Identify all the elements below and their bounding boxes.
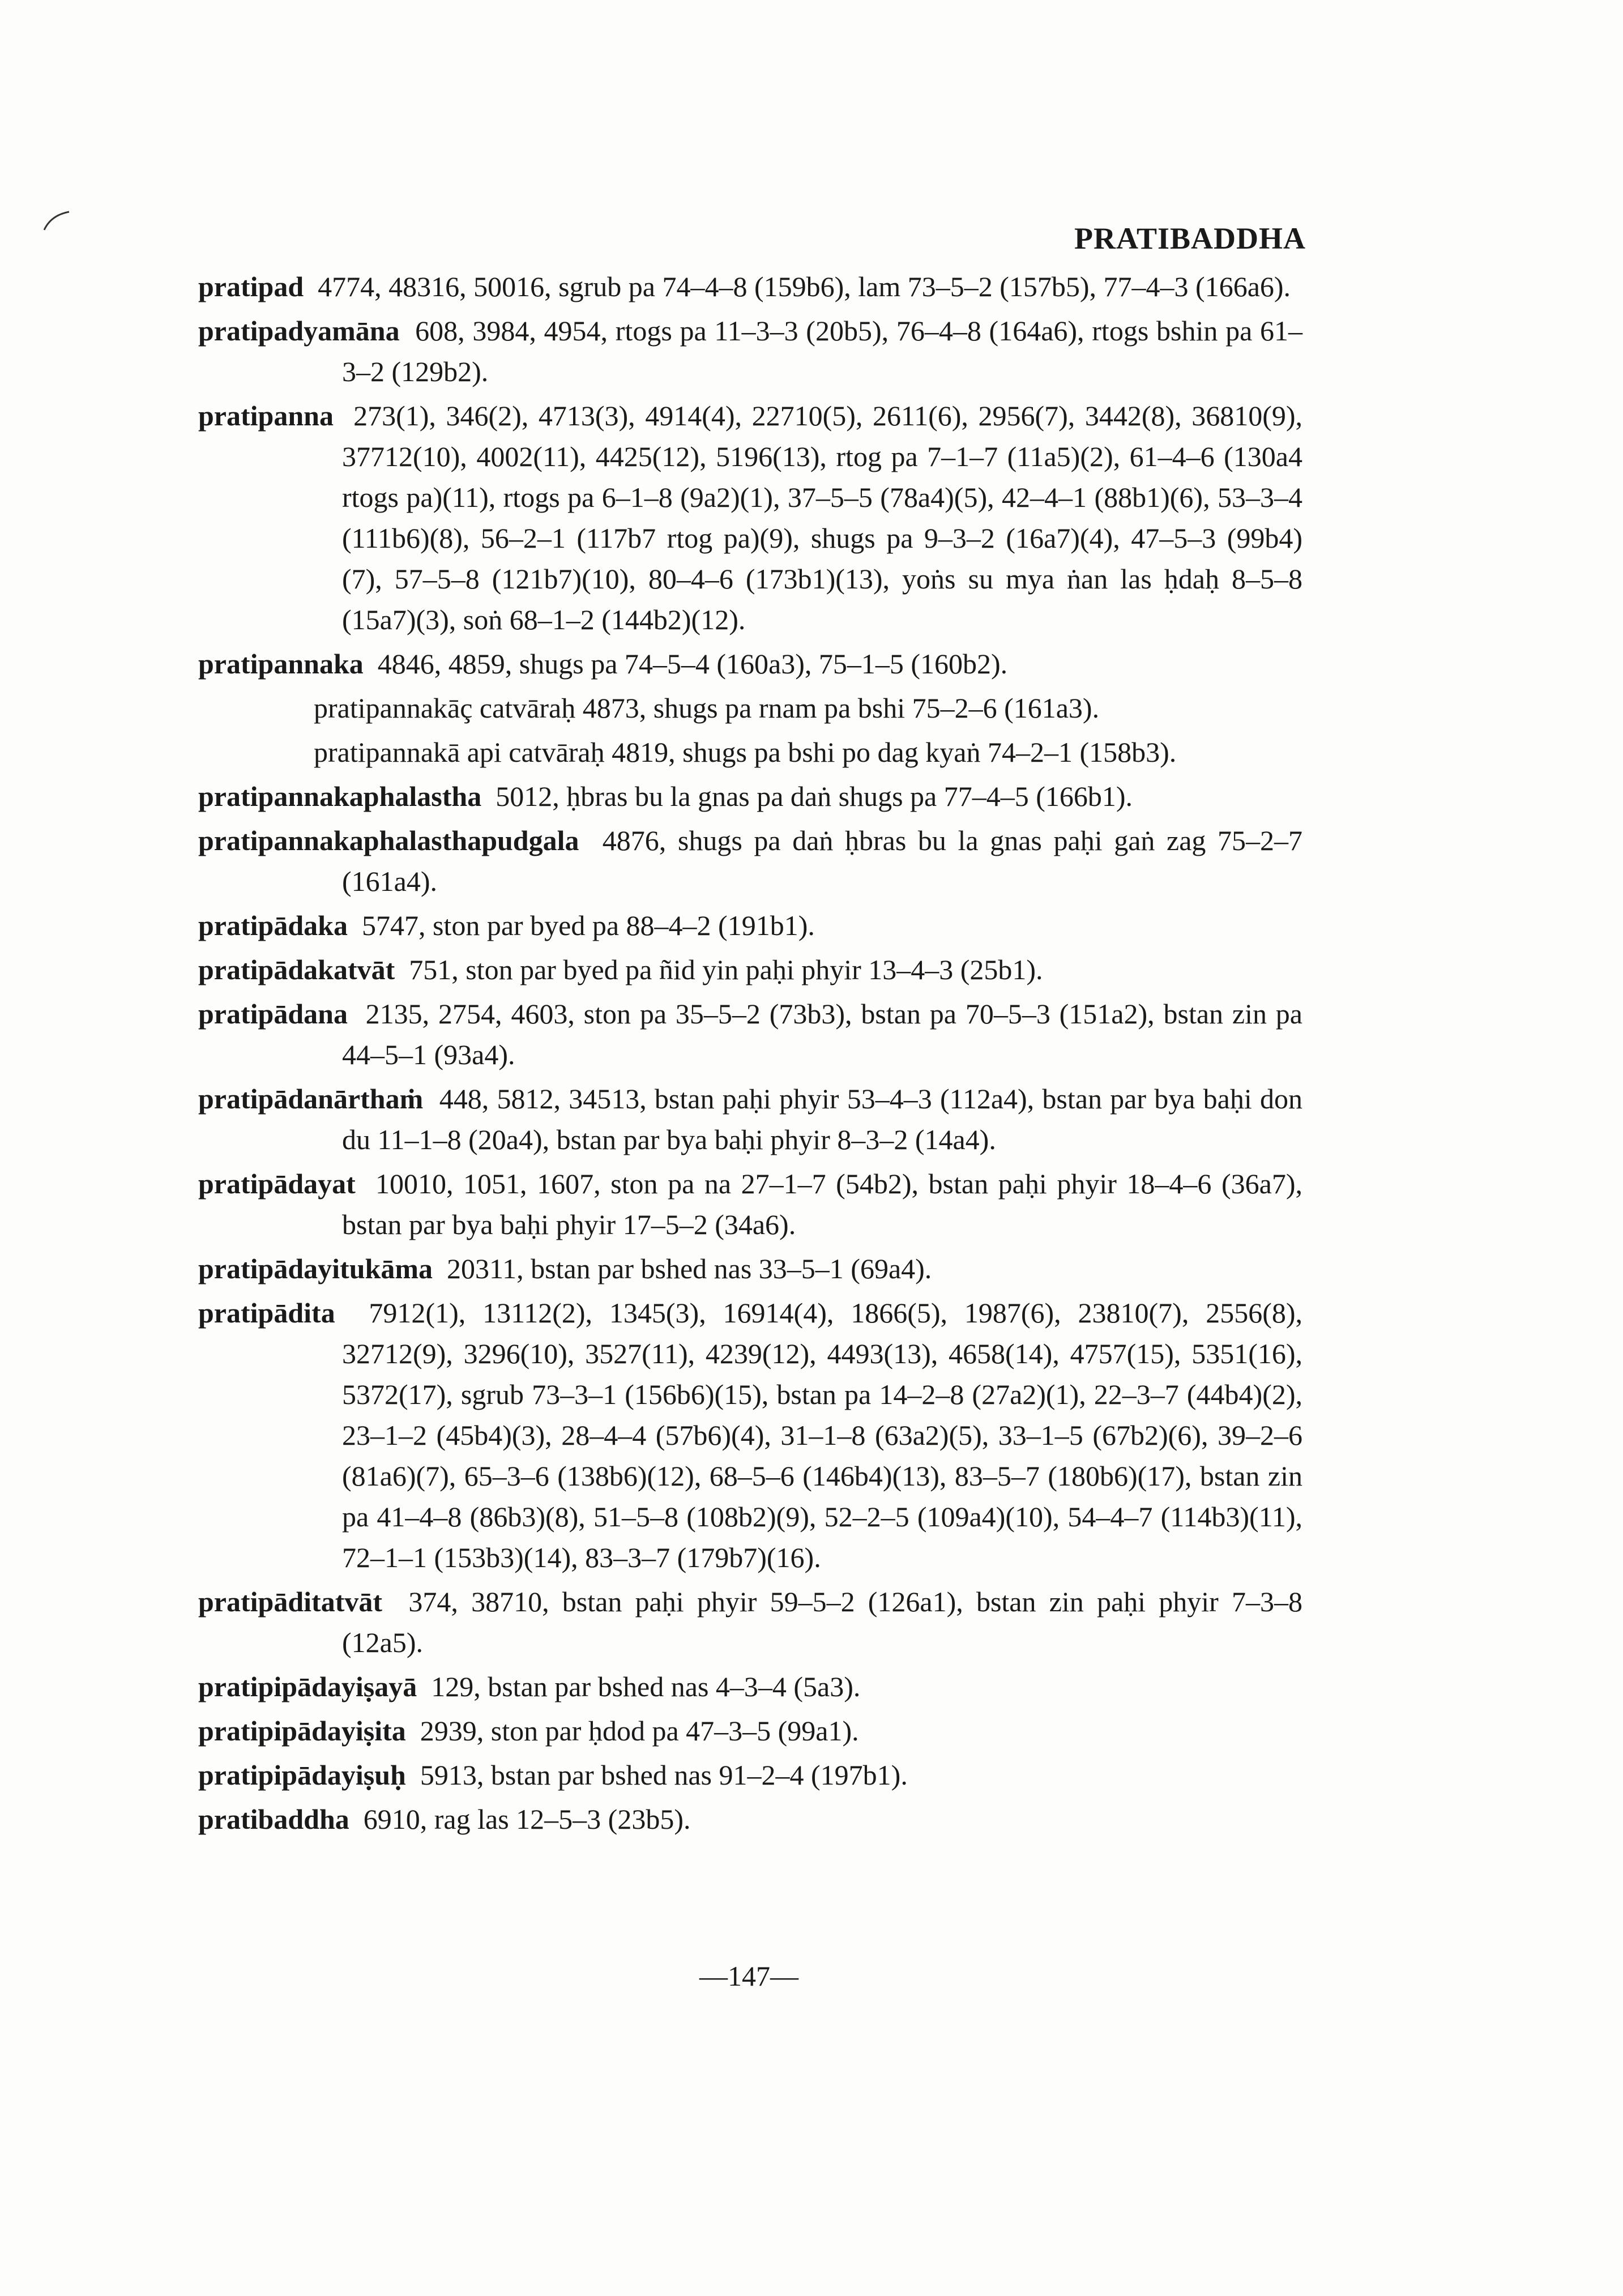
headword: pratipādanārthaṁ [198, 1083, 424, 1115]
entry-body: 10010, 1051, 1607, ston pa na 27–1–7 (54b2), bstan paḥi phyir 18–4–6 (36a7), bstan par bya baḥi phyir 17–5–2 (34a6). [342, 1168, 1302, 1240]
sub-entry [198, 732, 1302, 773]
pencil-mark-icon [40, 210, 74, 232]
headword: pratipanna [198, 400, 334, 432]
entry-body: 7912(1), 13112(2), 1345(3), 16914(4), 1866(5), 1987(6), 23810(7), 2556(8), 32712(9), 3296(10), 3527(11), 4239(12), 4493(13), 4658(14), 4757(15), 5351(16), 5372(17), sgrub 73–3–1 (156b6)(15), bstan pa 14–2–8 (27a2)(1), 22–3–7 (44b4)(2), 23–1–2 (45b4)(3), 28–4–4 (57b6)(4), 31–1–8 (63a2)(5), 33–1–5 (67b2)(6), 39–2–6 (81a6)(7), 65–3–6 (138b6)(12), 68–5–6 (146b4)(13), 83–5–7 (180b6)(17), bstan zin pa 41–4–8 (86b3)(8), 51–5–8 (108b2)(9), 52–2–5 (109a4)(10), 54–4–7 (114b3)(11), 72–1–1 (153b3)(14), 83–3–7 (179b7)(16). [342, 1297, 1302, 1573]
entry-body: 751, ston par byed pa ñid yin paḥi phyir 13–4–3 (25b1). [409, 954, 1043, 985]
entry-body: pratipannakāç catvāraḥ 4873, shugs pa rnam pa bshi 75–2–6 (161a3). [314, 692, 1100, 724]
page-number: —147— [699, 1960, 798, 1992]
headword: pratipipādayiṣayā [198, 1671, 417, 1702]
dictionary-entry [198, 1248, 1302, 1289]
headword: pratipannakaphalasthapudgala [198, 825, 579, 856]
entry-body: 5747, ston par byed pa 88–4–2 (191b1). [361, 910, 815, 941]
entry-body: 448, 5812, 34513, bstan paḥi phyir 53–4–3 (112a4), bstan par bya baḥi don du 11–1–8 (20a4), bstan par bya baḥi phyir 8–3–2 (14a4). [342, 1083, 1303, 1155]
dictionary-entry [198, 949, 1302, 990]
dictionary-entry [198, 266, 1302, 307]
entry-body: 2135, 2754, 4603, ston pa 35–5–2 (73b3), bstan pa 70–5–3 (151a2), bstan zin pa 44–5–1 (93a4). [342, 998, 1303, 1070]
dictionary-entry [198, 1710, 1302, 1751]
headword: pratipādayitukāma [198, 1253, 433, 1284]
dictionary-entry [198, 993, 1302, 1075]
dictionary-entry [198, 820, 1302, 902]
headword: pratipadyamāna [198, 315, 400, 347]
entry-body: pratipannakā api catvāraḥ 4819, shugs pa bshi po dag kyaṅ 74–2–1 (158b3). [314, 736, 1177, 768]
entry-body: 4876, shugs pa daṅ ḥbras bu la gnas paḥi gaṅ zag 75–2–7 (161a4). [342, 825, 1303, 897]
dictionary-entry [198, 905, 1302, 946]
entry-body: 273(1), 346(2), 4713(3), 4914(4), 22710(5), 2611(6), 2956(7), 3442(8), 36810(9), 37712(10), 4002(11), 4425(12), 5196(13), rtog pa 7–1–7 (11a5)(2), 61–4–6 (130a4 rtogs pa)(11), rtogs pa 6–1–8 (9a2)(1), 37–5–5 (78a4)(5), 42–4–1 (88b1)(6), 53–3–4 (111b6)(8), 56–2–1 (117b7 rtog pa)(9), shugs pa 9–3–2 (16a7)(4), 47–5–3 (99b4)(7), 57–5–8 (121b7)(10), 80–4–6 (173b1)(13), yoṅs su mya ṅan las ḥdaḥ 8–5–8 (15a7)(3), soṅ 68–1–2 (144b2)(12). [342, 400, 1302, 635]
sub-entry [198, 688, 1302, 728]
dictionary-entry [198, 1581, 1302, 1663]
dictionary-entry [198, 643, 1302, 684]
dictionary-entry [198, 776, 1302, 817]
entry-body: 608, 3984, 4954, rtogs pa 11–3–3 (20b5), 76–4–8 (164a6), rtogs bshin pa 61–3–2 (129b2). [342, 315, 1302, 387]
dictionary-entry [198, 1163, 1302, 1245]
running-head: PRATIBADDHA [1074, 221, 1306, 255]
headword: pratibaddha [198, 1803, 349, 1835]
dictionary-entry [198, 395, 1302, 640]
headword: pratipādana [198, 998, 348, 1030]
headword: pratipādakatvāt [198, 954, 395, 985]
headword: pratipipādayiṣuḥ [198, 1759, 406, 1791]
dictionary-entry [198, 1078, 1302, 1160]
entry-body: 129, bstan par bshed nas 4–3–4 (5a3). [431, 1671, 861, 1702]
entry-body: 6910, rag las 12–5–3 (23b5). [363, 1803, 691, 1835]
dictionary-entry [198, 1755, 1302, 1795]
entry-body: 2939, ston par ḥdod pa 47–3–5 (99a1). [420, 1715, 859, 1747]
entry-body: 20311, bstan par bshed nas 33–5–1 (69a4). [446, 1253, 932, 1284]
entry-body: 4846, 4859, shugs pa 74–5–4 (160a3), 75–1–5 (160b2). [377, 648, 1008, 680]
headword: pratipādaka [198, 910, 348, 941]
headword: pratipādayat [198, 1168, 356, 1200]
headword: pratipipādayiṣita [198, 1715, 406, 1747]
entry-list [198, 266, 1302, 1843]
headword: pratipādita [198, 1297, 335, 1329]
dictionary-entry [198, 1666, 1302, 1707]
headword: pratipannakaphalastha [198, 780, 482, 812]
headword: pratipāditatvāt [198, 1586, 382, 1618]
entry-body: 5012, ḥbras bu la gnas pa daṅ shugs pa 77–4–5 (166b1). [496, 780, 1133, 812]
dictionary-entry [198, 310, 1302, 392]
headword: pratipad [198, 271, 304, 302]
dictionary-entry [198, 1799, 1302, 1840]
entry-body: 4774, 48316, 50016, sgrub pa 74–4–8 (159b6), lam 73–5–2 (157b5), 77–4–3 (166a6). [318, 271, 1291, 302]
entry-body: 5913, bstan par bshed nas 91–2–4 (197b1). [420, 1759, 908, 1791]
headword: pratipannaka [198, 648, 364, 680]
entry-body: 374, 38710, bstan paḥi phyir 59–5–2 (126a1), bstan zin paḥi phyir 7–3–8 (12a5). [342, 1586, 1303, 1658]
dictionary-entry [198, 1292, 1302, 1578]
